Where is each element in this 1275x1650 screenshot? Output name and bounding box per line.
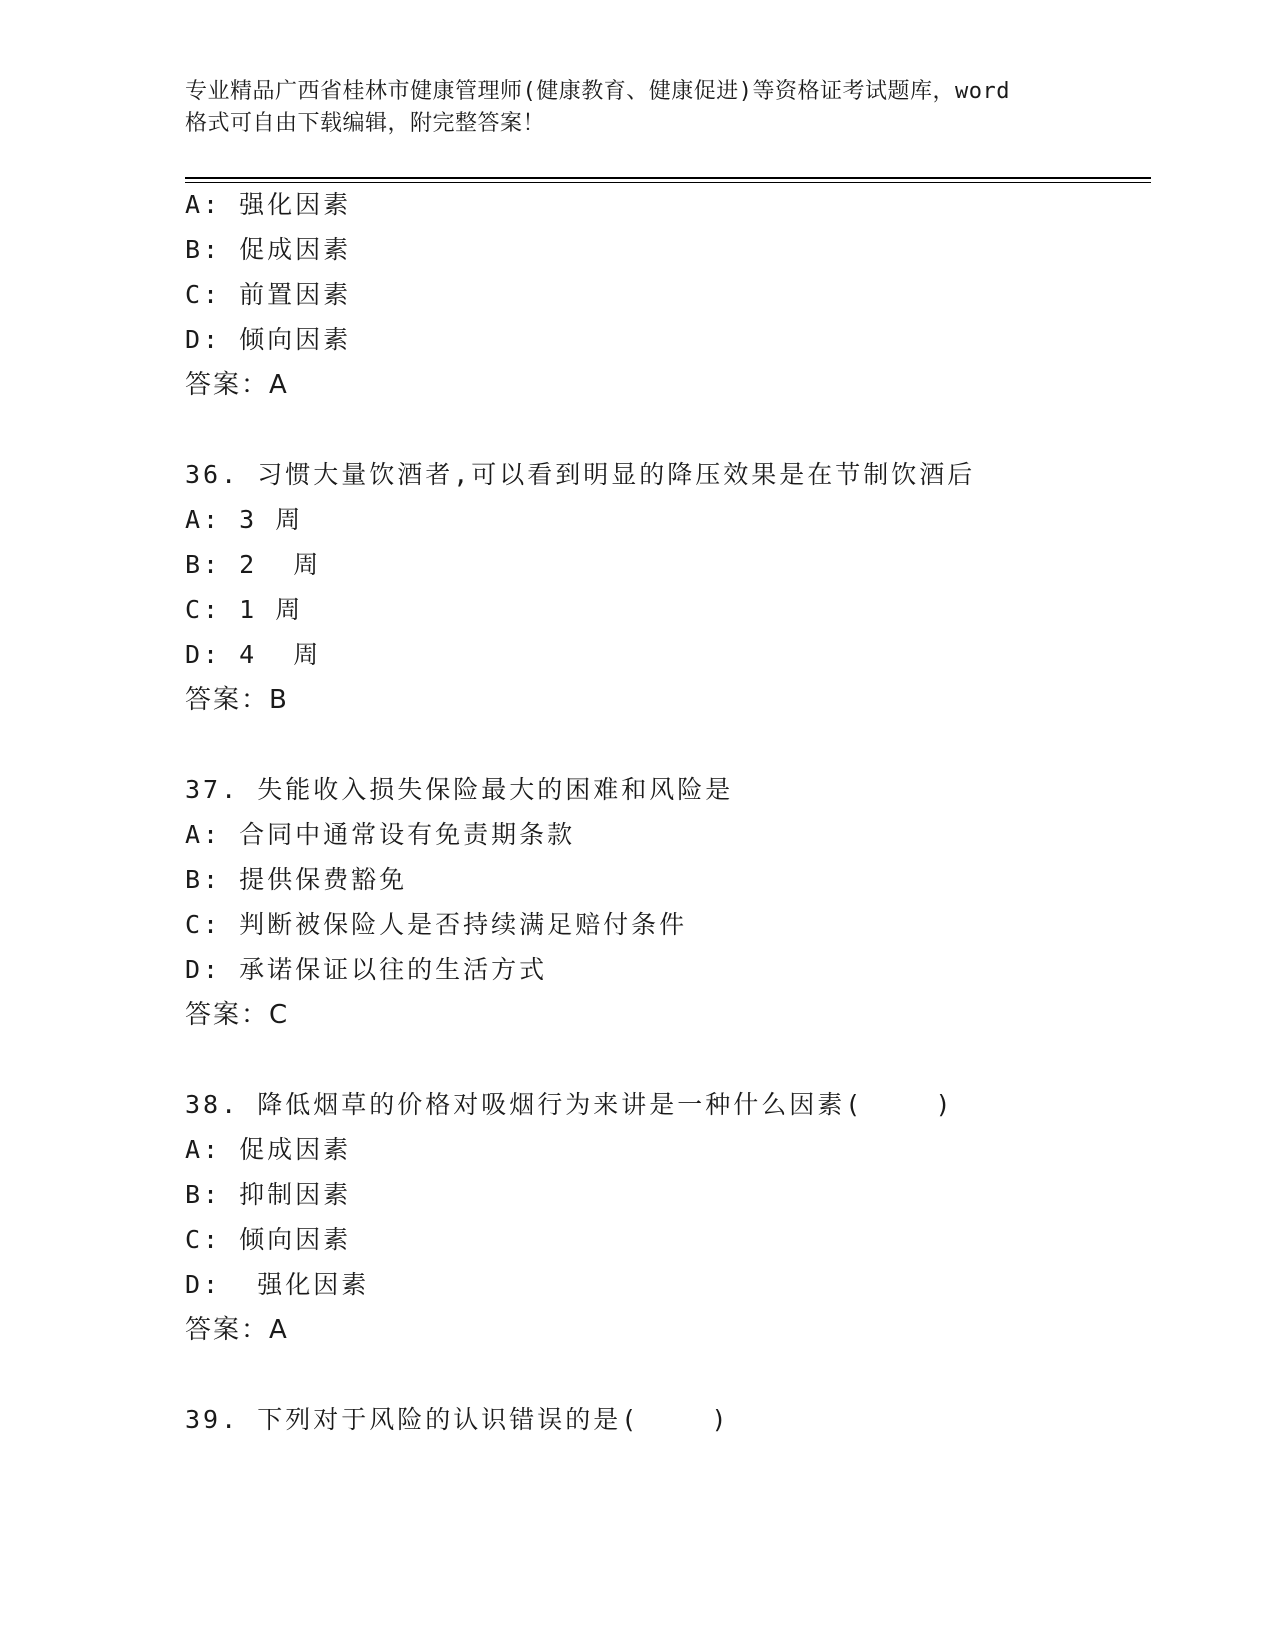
q35-option-c: C: 前置因素 <box>185 280 352 309</box>
q38-answer: 答案：A <box>185 1315 289 1345</box>
q35-answer: 答案：A <box>185 370 289 400</box>
q36-option-c: C: 1 周 <box>185 595 304 624</box>
document-header <box>185 76 1085 140</box>
header-rule-thin <box>185 182 1151 183</box>
q37-option-d: D: 承诺保证以往的生活方式 <box>185 955 548 984</box>
header-rule-thick <box>185 177 1151 179</box>
q35-option-a: A: 强化因素 <box>185 190 352 219</box>
q37-question: 37. 失能收入损失保险最大的困难和风险是 <box>185 775 734 804</box>
q35-option-d: D: 倾向因素 <box>185 325 352 354</box>
q36-option-b: B: 2 周 <box>185 550 322 579</box>
q36-answer: 答案：B <box>185 685 289 715</box>
q37-answer: 答案：C <box>185 1000 290 1030</box>
q38-option-d: D: 强化因素 <box>185 1270 370 1299</box>
q38-option-a: A: 促成因素 <box>185 1135 352 1164</box>
q37-option-a: A: 合同中通常设有免责期条款 <box>185 820 576 849</box>
q38-question: 38. 降低烟草的价格对吸烟行为来讲是一种什么因素( ) <box>185 1090 954 1119</box>
q36-option-d: D: 4 周 <box>185 640 322 669</box>
q36-option-a: A: 3 周 <box>185 505 304 534</box>
q37-option-c: C: 判断被保险人是否持续满足赔付条件 <box>185 910 688 939</box>
q37-option-b: B: 提供保费豁免 <box>185 865 408 894</box>
q39-question: 39. 下列对于风险的认识错误的是( ) <box>185 1405 730 1434</box>
q35-option-b: B: 促成因素 <box>185 235 352 264</box>
header-line-1: 专业精品广西省桂林市健康管理师(健康教育、健康促进)等资格证考试题库，word <box>185 79 1010 104</box>
header-line-2: 格式可自由下载编辑，附完整答案！ <box>185 111 546 136</box>
q38-option-b: B: 抑制因素 <box>185 1180 352 1209</box>
q36-question: 36. 习惯大量饮酒者,可以看到明显的降压效果是在节制饮酒后 <box>185 460 976 489</box>
q38-option-c: C: 倾向因素 <box>185 1225 352 1254</box>
